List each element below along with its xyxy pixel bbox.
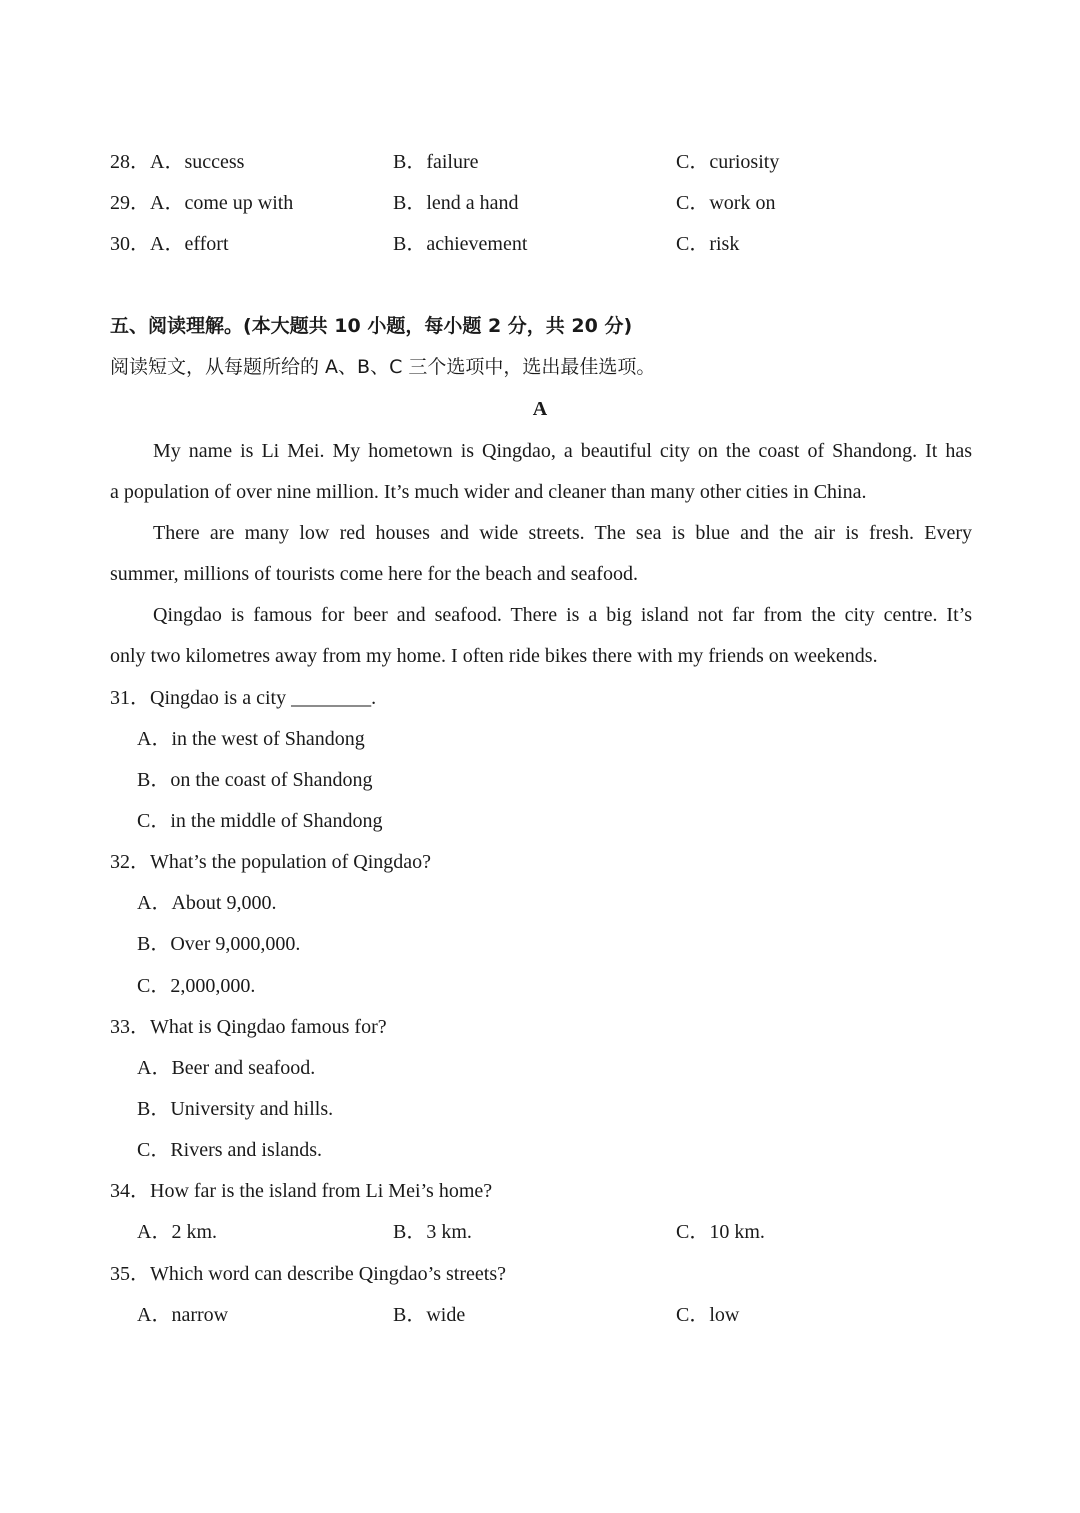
question-34-stem: 34．How far is the island from Li Mei’s home? — [110, 1180, 493, 1202]
paragraph-line: Qingdao is famous for beer and seafood. There is a big island not far from the city centre. It’s — [153, 604, 972, 626]
section-instruction: 阅读短文，从每题所给的 A、B、C 三个选项中，选出最佳选项。 — [110, 356, 656, 378]
question-31-option-c: C．in the middle of Shandong — [137, 810, 383, 832]
option-a: 28．A．success — [110, 151, 245, 173]
question-row-28 — [110, 147, 972, 177]
option-a: 29．A．come up with — [110, 192, 294, 214]
option-b: B．wide — [393, 1304, 466, 1326]
question-33-option-a: A．Beer and seafood. — [137, 1057, 316, 1079]
option-a: 30．A．effort — [110, 233, 229, 255]
paragraph-line: My name is Li Mei. My hometown is Qingdao, a beautiful city on the coast of Shandong. It has — [153, 440, 972, 462]
passage-title: A — [532, 398, 548, 420]
question-32-option-c: C．2,000,000. — [137, 975, 256, 997]
passage-paragraph-2 — [110, 513, 972, 595]
question-31-option-b: B．on the coast of Shandong — [137, 769, 373, 791]
question-31-option-a: A．in the west of Shandong — [137, 728, 365, 750]
question-row-30 — [110, 229, 972, 259]
question-33-option-b: B．University and hills. — [137, 1098, 334, 1120]
section-heading: 五、阅读理解。(本大题共 10 小题，每小题 2 分，共 20 分) — [110, 315, 633, 337]
question-31-stem: 31．Qingdao is a city ________. — [110, 687, 377, 709]
question-35-stem: 35．Which word can describe Qingdao’s streets? — [110, 1263, 506, 1285]
paragraph-line: summer, millions of tourists come here for the beach and seafood. — [110, 563, 638, 585]
option-a: A．2 km. — [137, 1221, 217, 1243]
question-32-option-a: A．About 9,000. — [137, 892, 277, 914]
question-33-stem: 33．What is Qingdao famous for? — [110, 1016, 387, 1038]
option-c: C．low — [676, 1304, 740, 1326]
option-b: B．failure — [393, 151, 479, 173]
question-33-option-c: C．Rivers and islands. — [137, 1139, 322, 1161]
question-35-options — [110, 1300, 972, 1330]
passage-paragraph-3 — [110, 595, 972, 677]
question-34-options — [110, 1217, 972, 1247]
option-c: C．risk — [676, 233, 740, 255]
question-row-29 — [110, 188, 972, 218]
passage-paragraph-1 — [110, 431, 972, 513]
option-c: C．curiosity — [676, 151, 780, 173]
option-b: B．3 km. — [393, 1221, 472, 1243]
option-c: C．10 km. — [676, 1221, 765, 1243]
paragraph-line: only two kilometres away from my home. I often ride bikes there with my friends on weekends. — [110, 645, 878, 667]
option-b: B．lend a hand — [393, 192, 519, 214]
question-32-stem: 32．What’s the population of Qingdao? — [110, 851, 432, 873]
option-c: C．work on — [676, 192, 776, 214]
question-32-option-b: B．Over 9,000,000. — [137, 933, 301, 955]
option-a: A．narrow — [137, 1304, 229, 1326]
option-b: B．achievement — [393, 233, 528, 255]
paragraph-line: a population of over nine million. It’s much wider and cleaner than many other cities in China. — [110, 481, 867, 503]
paragraph-line: There are many low red houses and wide streets. The sea is blue and the air is fresh. Every — [153, 522, 972, 544]
